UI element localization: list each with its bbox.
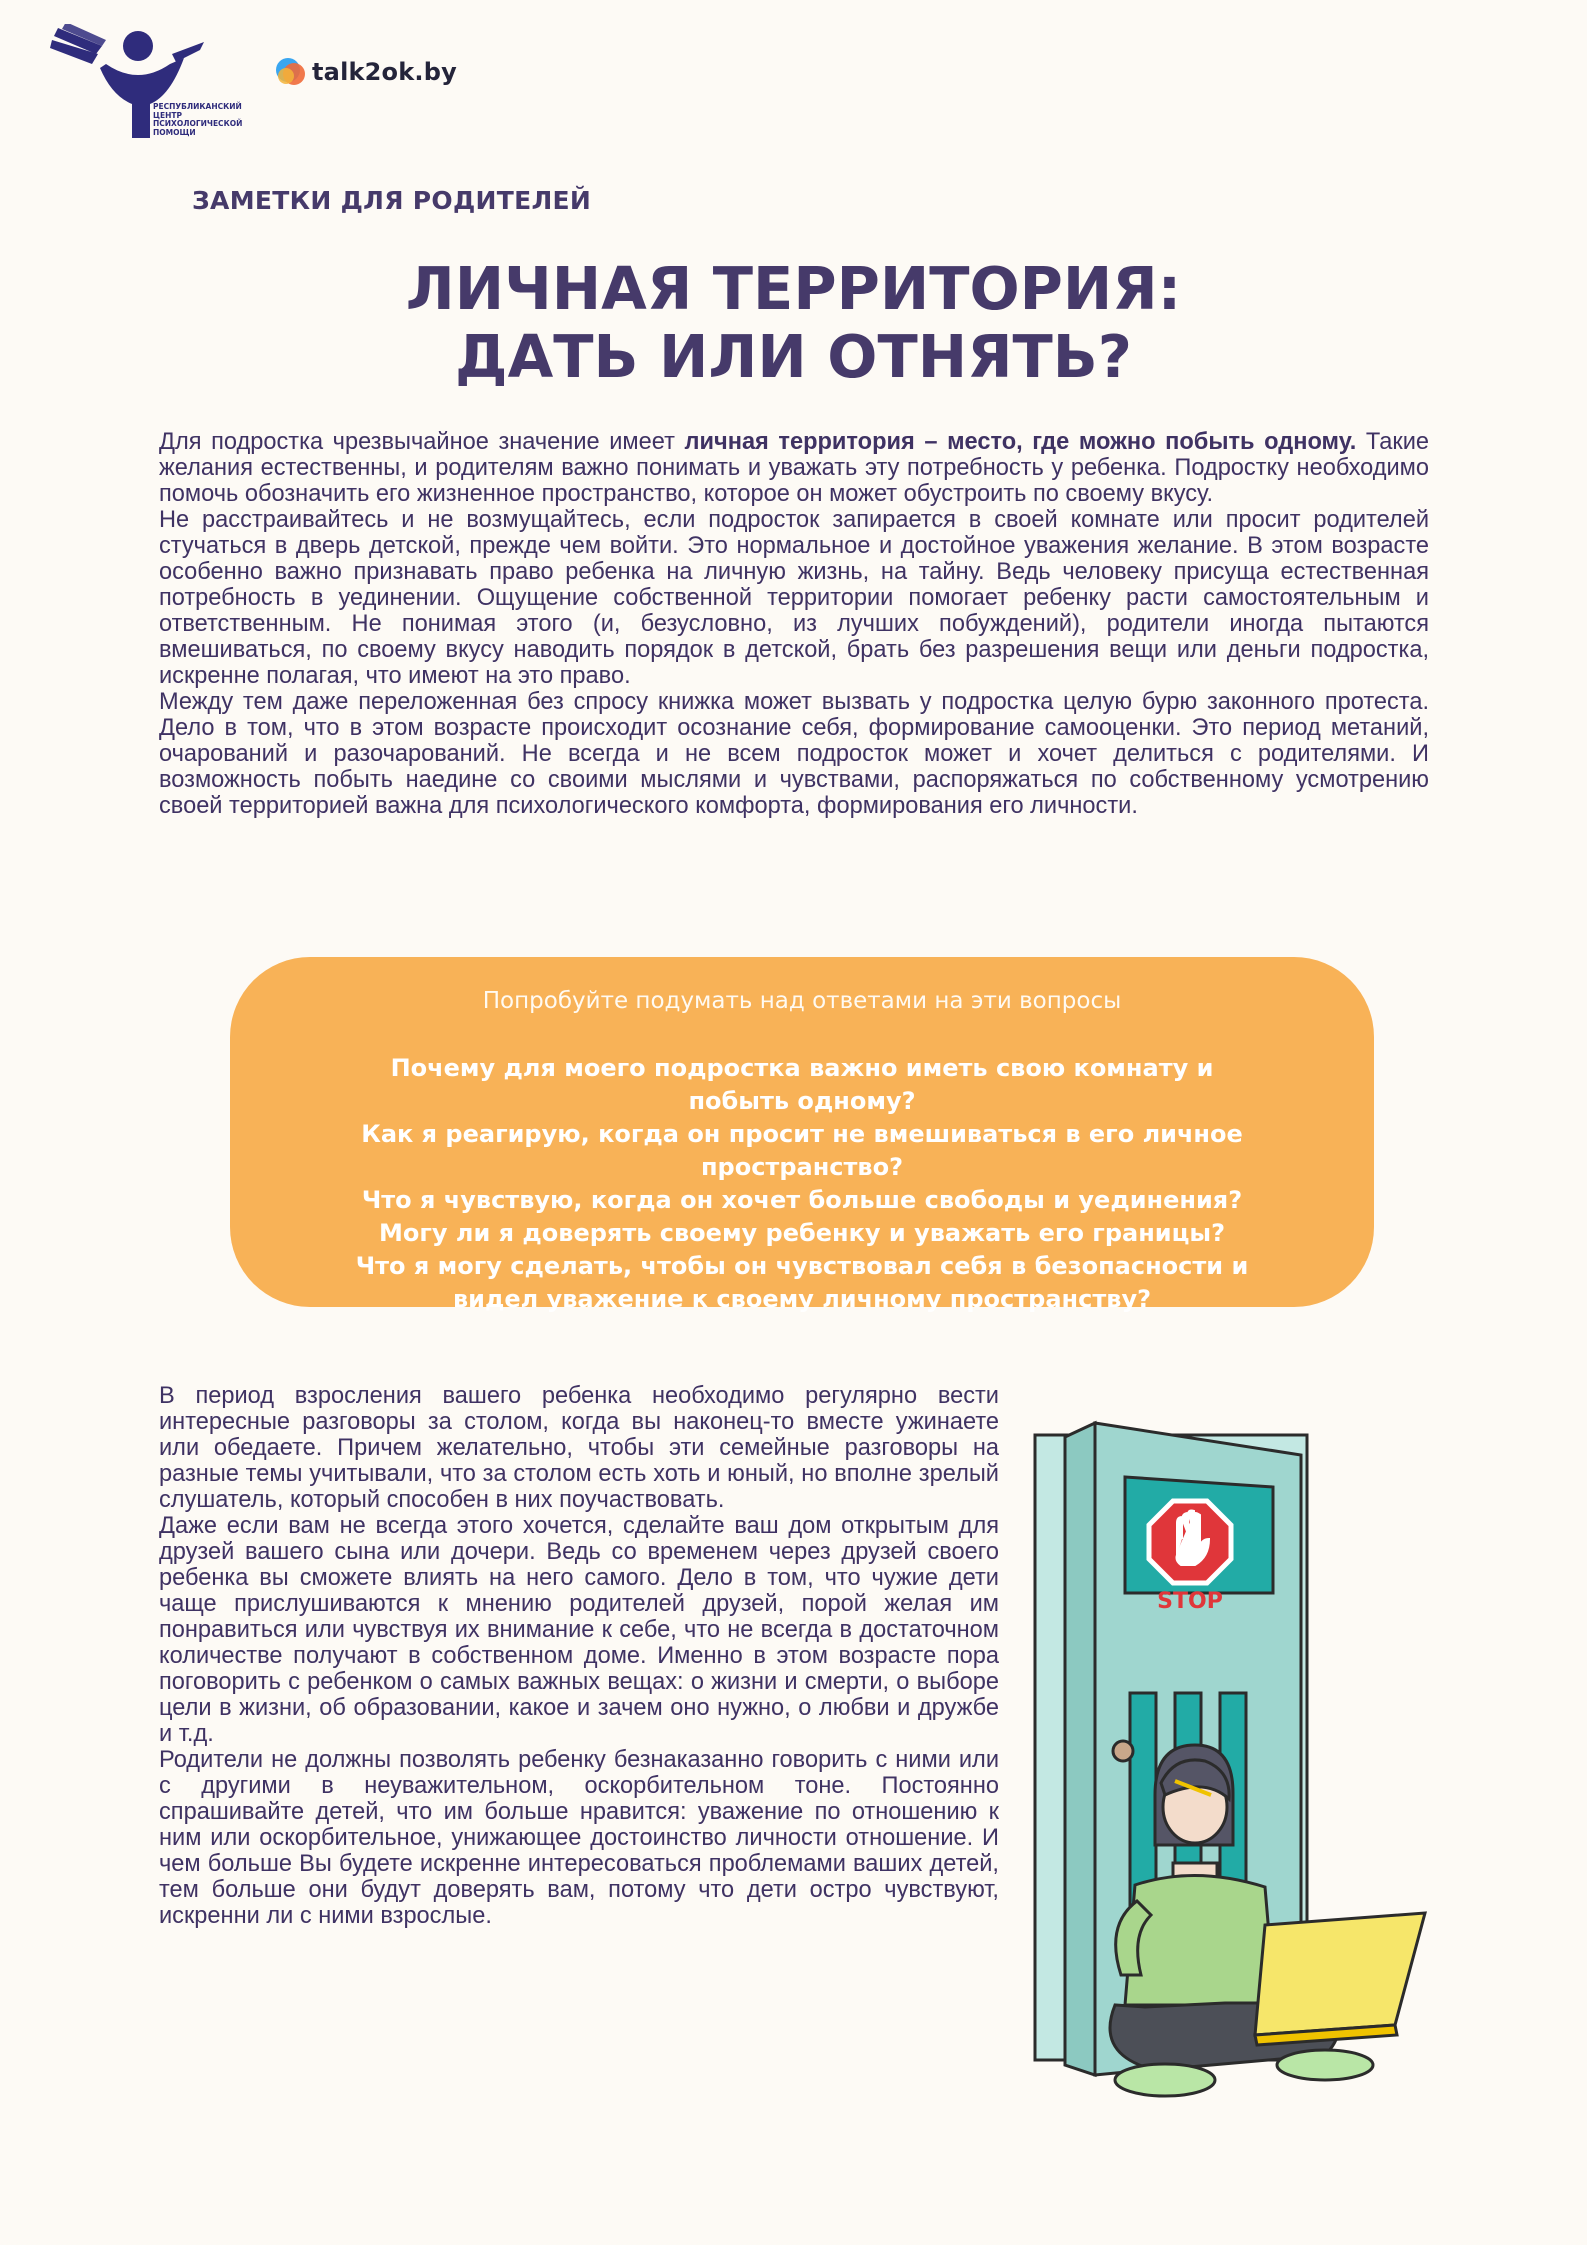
talk2ok-logo-icon — [274, 56, 308, 88]
intro-paragraph-1: Для подростка чрезвычайное значение имеет личная территория – место, где можно побыть одному. Такие желания естественны, и родителям важно понимать и уважать эту потребность у ребенка. Подростку необходимо помочь обозначить его жизненное пространство, которое он может обустроить по своему вкусу. — [159, 429, 1430, 507]
advice-paragraph-1: В период взросления вашего ребенка необходимо регулярно вести интересные разговоры за столом, когда вы наконец-то вместе ужинаете или обедаете. Причем желательно, чтобы эти семейные разговоры на разные темы учитывали, что за столом есть хоть и юный, но вполне зрелый слушатель, который способен в них поучаствовать. — [159, 1383, 999, 1513]
door-teen-illustration — [1025, 1415, 1445, 2105]
page-title-line-1: ЛИЧНАЯ ТЕРРИТОРИЯ: — [405, 254, 1182, 323]
questions-box-heading: Попробуйте подумать над ответами на эти вопросы — [482, 988, 1122, 1014]
question-item: Могу ли я доверять своему ребенку и уважать его границы? — [378, 1219, 1226, 1247]
stop-sign — [1149, 1501, 1231, 1614]
question-item: Почему для моего подростка важно иметь свою комнату и побыть одному? — [390, 1054, 1214, 1115]
advice-paragraph-3: Родители не должны позволять ребенку безнаказанно говорить с ними или с другими в неуважительном, оскорбительном тоне. Постоянно спрашивайте детей, что им больше нравится: уважение по отношению к ним или оскорбительное, унижающее достоинство личности отношение. И чем больше Вы будете искренне интересоваться проблемами ваших детей, тем больше они будут доверять вам, потому что дети остро чувствуют, искренни ли с ними взрослые. — [159, 1747, 999, 1929]
talk2ok-logo — [274, 56, 457, 88]
page-title-line-2: ДАТЬ ИЛИ ОТНЯТЬ? — [455, 322, 1132, 391]
stop-sign-text: STOP — [1157, 1589, 1223, 1614]
intro-paragraph-2: Не расстраивайтесь и не возмущайтесь, если подросток запирается в своей комнате или просит родителей стучаться в дверь детской, прежде чем войти. Это нормальное и достойное уважения желание. В этом возрасте особенно важно признавать право ребенка на личную жизнь, на тайну. Ведь человеку присуща естественная потребность в уединении. Ощущение собственной территории помогает ребенку расти самостоятельным и ответственным. Не понимая этого (и, безусловно, из лучших побуждений), родители иногда пытаются вмешиваться, по своему вкусу наводить порядок в детской, брать без разрешения вещи или деньги подростка, искренне полагая, что имеют на это право. — [159, 507, 1429, 689]
advice-text — [159, 1383, 999, 1929]
talk2ok-logo-text: talk2ok.by — [312, 58, 457, 86]
questions-box — [230, 957, 1374, 1313]
republican-center-logo-caption: РЕСПУБЛИКАНСКИЙ ЦЕНТР ПСИХОЛОГИЧЕСКОЙ ПОМОЩИ — [153, 102, 243, 137]
intro-emphasis: личная территория – место, где можно побыть одному. — [684, 429, 1357, 455]
intro-text — [159, 429, 1429, 819]
intro-paragraph-3: Между тем даже переложенная без спросу книжка может вызвать у подростка целую бурю законного протеста. Дело в том, что в этом возрасте происходит осознание себя, формирование самооценки. Это период метаний, очарований и разочарований. Не всегда и не всем подросток может и хочет делиться с родителями. И возможность побыть наедине со своими мыслями и чувствами, распоряжаться по собственному усмотрению своей территорией важна для психологического комфорта, формирования его личности. — [159, 689, 1429, 819]
section-kicker: ЗАМЕТКИ ДЛЯ РОДИТЕЛЕЙ — [192, 186, 592, 215]
question-item: Что я чувствую, когда он хочет больше свободы и уединения? — [361, 1186, 1243, 1214]
question-item: Как я реагирую, когда он просит не вмешиваться в его личное пространство? — [361, 1120, 1243, 1181]
questions-list — [230, 1052, 1374, 1316]
question-item: Что я могу сделать, чтобы он чувствовал себя в безопасности и видел уважение к своему личному пространству? — [355, 1252, 1249, 1313]
page-title — [0, 255, 1587, 391]
advice-paragraph-2: Даже если вам не всегда этого хочется, сделайте ваш дом открытым для друзей вашего сына или дочери. Ведь со временем через друзей своего ребенка вы сможете влиять на него самого. Дело в том, что чужие дети чаще прислушиваются к мнению родителей друзей, порой желая им понравиться или чувствуя их внимание к себе, что не всегда в достаточном количестве получают в собственном доме. Именно в этом возрасте пора поговорить с ребенком о самых важных вещах: о жизни и смерти, о выборе цели в жизни, об образовании, какое и зачем оно нужно, о любви и дружбе и т.д. — [159, 1513, 999, 1747]
